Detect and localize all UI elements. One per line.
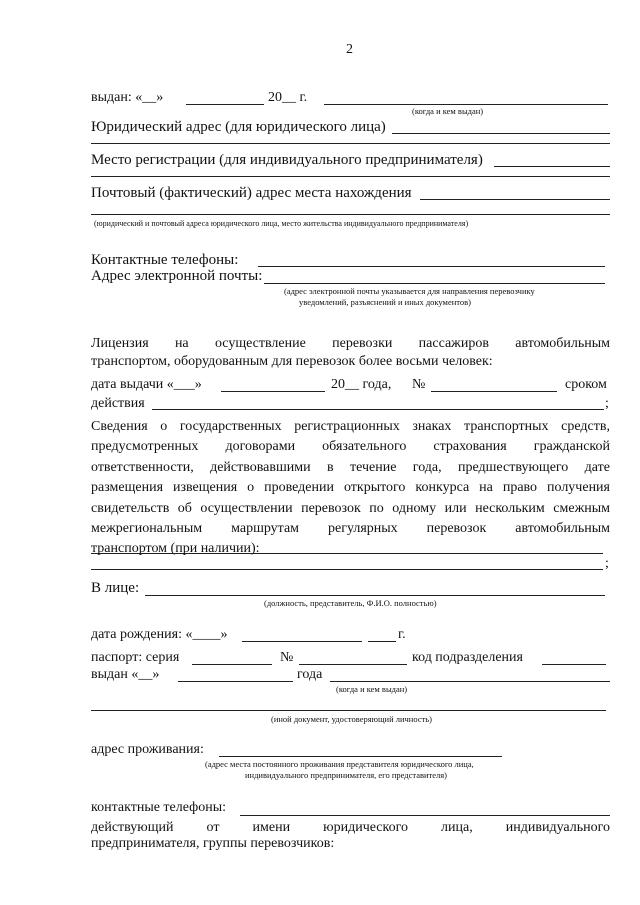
passport-code-label: код подразделения	[412, 650, 523, 665]
passport-issued-label: выдан «__»	[91, 667, 160, 682]
acting-line-2: предпринимателя, группы перевозчиков:	[91, 836, 335, 851]
issued-year-label: 20__ г.	[268, 90, 308, 105]
residence-caption-1: (адрес места постоянного проживания представителя юридического лица,	[205, 759, 474, 769]
license-date-label: дата выдачи «___»	[91, 377, 202, 392]
vehicle-info-line-3: ответственности, действовавшими в течение года, предшествующего дате	[91, 459, 610, 475]
vehicle-info-line-4: размещения извещения о проведении открытого конкурса на право получения	[91, 480, 610, 496]
passport-number-label: №	[280, 650, 294, 665]
registration-place-blank[interactable]	[494, 166, 610, 167]
vehicle-info-line-5: свидетельств об осуществлении перевозок по одному или нескольким смежным	[91, 500, 610, 516]
vehicle-info-line-6: межрегиональным маршрутам регулярных перевозок автомобильным	[91, 521, 610, 537]
postal-address-label: Почтовый (фактический) адрес места нахождения	[91, 185, 412, 201]
license-term-label: сроком	[565, 377, 607, 392]
passport-issued-date-blank[interactable]	[178, 681, 293, 682]
passport-series-blank[interactable]	[192, 664, 272, 665]
vehicle-info-blank-1[interactable]	[91, 553, 603, 554]
issued-month-blank[interactable]	[186, 104, 264, 105]
license-validity-label: действия	[91, 396, 145, 411]
residence-blank[interactable]	[219, 756, 502, 757]
legal-address-blank[interactable]	[392, 133, 610, 134]
acting-line-1: действующий от имени юридического лица, индивидуального	[91, 820, 610, 835]
birth-year-blank[interactable]	[368, 641, 396, 642]
issued-label: выдан: «__»	[91, 90, 164, 105]
postal-address-blank[interactable]	[420, 199, 610, 200]
vehicle-info-paragraph	[91, 417, 610, 560]
license-line-2: транспортом, оборудованным для перевозок более восьми человек:	[91, 354, 493, 369]
residence-label: адрес проживания:	[91, 742, 204, 757]
email-caption-1: (адрес электронной почты указывается для направления перевозчику	[284, 286, 535, 296]
in-person-label: В лице:	[91, 580, 140, 596]
license-year-label: 20__ года,	[331, 377, 392, 392]
passport-code-blank[interactable]	[542, 664, 606, 665]
registration-place-blank-2[interactable]	[91, 176, 610, 177]
issued-by-blank[interactable]	[324, 104, 608, 105]
address-caption: (юридический и почтовый адреса юридического лица, место жительства индивидуального предпринимателя)	[94, 219, 469, 228]
license-number-label: №	[412, 377, 426, 392]
license-number-blank[interactable]	[431, 391, 557, 392]
passport-caption: (когда и кем выдан)	[336, 684, 408, 694]
license-semicolon: ;	[605, 396, 609, 411]
license-date-blank[interactable]	[221, 391, 325, 392]
license-line-1: Лицензия на осуществление перевозки пассажиров автомобильным	[91, 336, 610, 351]
postal-address-blank-2[interactable]	[91, 214, 610, 215]
email-caption-2: уведомлений, разъяснений и иных документов)	[299, 297, 471, 307]
vehicle-info-semicolon: ;	[605, 556, 609, 571]
vehicle-info-blank-2[interactable]	[91, 569, 603, 570]
birth-year-label: г.	[398, 627, 406, 642]
passport-series-label: паспорт: серия	[91, 650, 180, 665]
contact-phones-label: Контактные телефоны:	[91, 252, 239, 268]
passport-year-label: года	[297, 667, 323, 682]
other-document-blank[interactable]	[91, 710, 606, 711]
residence-caption-2: индивидуального предпринимателя, его представителя)	[245, 770, 448, 780]
legal-address-label: Юридический адрес (для юридического лица)	[91, 119, 386, 135]
birth-date-label: дата рождения: «____»	[91, 627, 228, 642]
other-document-caption: (иной документ, удостоверяющий личность)	[271, 714, 433, 724]
passport-issued-by-blank[interactable]	[330, 681, 610, 682]
contact-phones-blank[interactable]	[258, 266, 605, 267]
in-person-caption: (должность, представитель, Ф.И.О. полностью)	[264, 598, 437, 608]
issued-caption: (когда и кем выдан)	[412, 106, 484, 116]
in-person-blank[interactable]	[145, 595, 605, 596]
legal-address-blank-2[interactable]	[91, 143, 610, 144]
rep-phones-blank[interactable]	[240, 815, 610, 816]
rep-phones-label: контактные телефоны:	[91, 800, 226, 815]
birth-date-blank[interactable]	[242, 641, 362, 642]
vehicle-info-line-7: транспортом (при наличии):	[91, 541, 260, 557]
vehicle-info-line-2: предусмотренных договорами обязательного страхования гражданской	[91, 439, 610, 455]
license-validity-blank[interactable]	[152, 409, 604, 410]
registration-place-label: Место регистрации (для индивидуального предпринимателя)	[91, 152, 483, 168]
email-blank[interactable]	[264, 283, 605, 284]
page-number: 2	[346, 42, 353, 57]
vehicle-info-line-1: Сведения о государственных регистрационных знаках транспортных средств,	[91, 419, 610, 434]
email-label: Адрес электронной почты:	[91, 268, 263, 284]
passport-number-blank[interactable]	[299, 664, 407, 665]
